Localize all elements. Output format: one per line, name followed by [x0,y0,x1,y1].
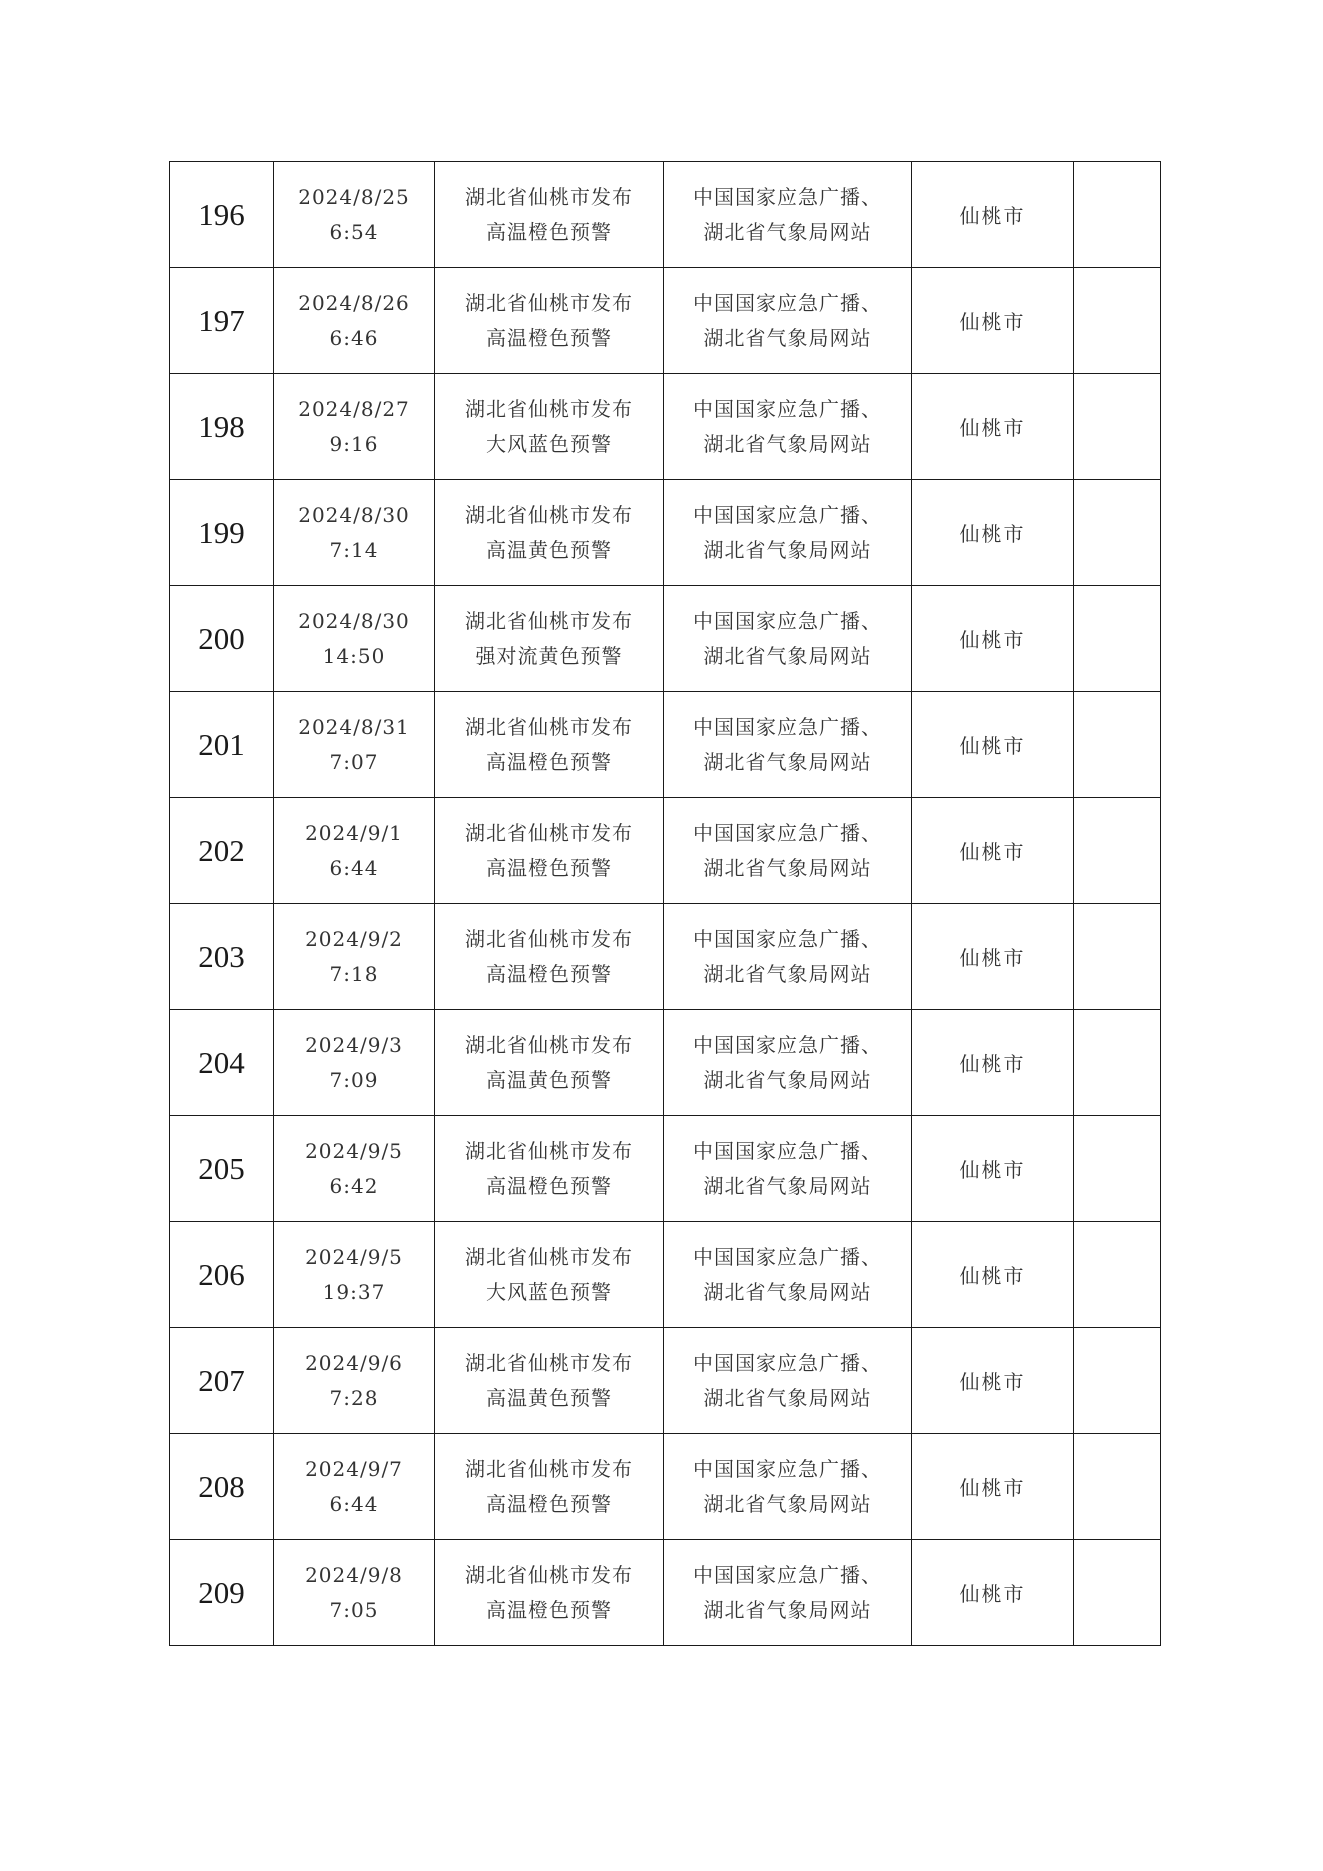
row-number: 202 [198,832,245,868]
area-name: 仙桃市 [959,946,1026,970]
table-row [170,1222,1161,1328]
area-name: 仙桃市 [959,1264,1026,1288]
area-cell [912,374,1074,480]
warning-title-line2: 强对流黄色预警 [475,643,623,668]
source-line1: 中国国家应急广播、 [693,820,882,845]
issue-time-cell [274,268,435,374]
issue-time: 6:46 [329,325,379,350]
issue-time: 7:05 [329,1597,379,1622]
source-line1: 中国国家应急广播、 [693,184,882,209]
table-row [170,162,1161,268]
source-cell [664,268,912,374]
area-name: 仙桃市 [959,1370,1026,1394]
area-name: 仙桃市 [959,1476,1026,1500]
area-name: 仙桃市 [959,840,1026,864]
issue-time-cell [274,904,435,1010]
row-number: 196 [198,196,245,232]
source-cell [664,480,912,586]
source-line1: 中国国家应急广播、 [693,714,882,739]
table-row [170,480,1161,586]
warning-title-line1: 湖北省仙桃市发布 [465,926,633,951]
source-line1: 中国国家应急广播、 [693,1562,882,1587]
note-cell [1074,480,1161,586]
issue-time-cell [274,1116,435,1222]
source-line2: 湖北省气象局网站 [703,855,872,880]
warning-title-line1: 湖北省仙桃市发布 [465,820,633,845]
source-cell [664,586,912,692]
warning-title-line2: 高温黄色预警 [486,1067,612,1092]
issue-date: 2024/8/27 [298,396,410,421]
note-cell [1074,1010,1161,1116]
issue-date: 2024/9/5 [305,1138,403,1163]
source-line2: 湖北省气象局网站 [703,1173,872,1198]
area-name: 仙桃市 [959,734,1026,758]
warning-title-line1: 湖北省仙桃市发布 [465,714,633,739]
row-number-cell [170,374,274,480]
row-number-cell [170,268,274,374]
issue-time: 7:07 [329,749,379,774]
note-cell [1074,374,1161,480]
area-name: 仙桃市 [959,310,1026,334]
row-number: 199 [198,514,245,550]
row-number: 209 [198,1574,245,1610]
issue-date: 2024/8/31 [298,714,410,739]
warning-title-cell [435,1328,664,1434]
warning-title-cell [435,1434,664,1540]
warning-title-cell [435,904,664,1010]
table-row [170,1010,1161,1116]
issue-date: 2024/9/2 [305,926,403,951]
warning-title-line2: 高温黄色预警 [486,537,612,562]
warning-title-line1: 湖北省仙桃市发布 [465,502,633,527]
area-name: 仙桃市 [959,1582,1026,1606]
warning-title-line2: 高温橙色预警 [486,219,612,244]
issue-time-cell [274,692,435,798]
area-name: 仙桃市 [959,416,1026,440]
table-row [170,374,1161,480]
area-cell [912,162,1074,268]
area-name: 仙桃市 [959,1052,1026,1076]
row-number-cell [170,798,274,904]
area-cell [912,1222,1074,1328]
warning-title-cell [435,162,664,268]
row-number-cell [170,904,274,1010]
table-row [170,692,1161,798]
warning-title-line2: 高温橙色预警 [486,855,612,880]
issue-time: 14:50 [322,643,386,668]
issue-time-cell [274,1328,435,1434]
area-name: 仙桃市 [959,628,1026,652]
table-row [170,586,1161,692]
issue-time: 7:28 [329,1385,379,1410]
issue-time-cell [274,1010,435,1116]
source-line1: 中国国家应急广播、 [693,608,882,633]
warning-title-line1: 湖北省仙桃市发布 [465,608,633,633]
table-row [170,798,1161,904]
note-cell [1074,268,1161,374]
warning-title-line2: 大风蓝色预警 [486,1279,612,1304]
warning-title-cell [435,586,664,692]
warning-title-cell [435,692,664,798]
issue-time: 6:44 [329,1491,379,1516]
warning-title-line1: 湖北省仙桃市发布 [465,1244,633,1269]
note-cell [1074,1222,1161,1328]
row-number-cell [170,1010,274,1116]
area-cell [912,1434,1074,1540]
warning-title-cell [435,480,664,586]
issue-time-cell [274,586,435,692]
issue-time-cell [274,1540,435,1646]
note-cell [1074,1328,1161,1434]
source-cell [664,1222,912,1328]
warning-title-line1: 湖北省仙桃市发布 [465,1032,633,1057]
row-number-cell [170,480,274,586]
row-number: 205 [198,1150,245,1186]
table-body [170,162,1161,1646]
table-row [170,1540,1161,1646]
warning-title-line2: 高温橙色预警 [486,1597,612,1622]
row-number-cell [170,1328,274,1434]
area-name: 仙桃市 [959,204,1026,228]
source-cell [664,374,912,480]
source-line2: 湖北省气象局网站 [703,537,872,562]
area-cell [912,692,1074,798]
note-cell [1074,1434,1161,1540]
warning-title-line1: 湖北省仙桃市发布 [465,290,633,315]
warning-title-line2: 高温黄色预警 [486,1385,612,1410]
issue-time-cell [274,480,435,586]
table-row [170,904,1161,1010]
warning-title-line1: 湖北省仙桃市发布 [465,396,633,421]
row-number-cell [170,1540,274,1646]
warning-title-line1: 湖北省仙桃市发布 [465,1138,633,1163]
area-cell [912,480,1074,586]
note-cell [1074,692,1161,798]
note-cell [1074,162,1161,268]
source-cell [664,1010,912,1116]
warning-title-cell [435,798,664,904]
area-cell [912,1328,1074,1434]
note-cell [1074,1540,1161,1646]
issue-time: 7:09 [329,1067,379,1092]
area-cell [912,904,1074,1010]
source-line1: 中国国家应急广播、 [693,396,882,421]
source-line2: 湖北省气象局网站 [703,749,872,774]
row-number: 206 [198,1256,245,1292]
row-number-cell [170,586,274,692]
warning-title-cell [435,374,664,480]
warning-title-cell [435,1222,664,1328]
table-row [170,268,1161,374]
row-number-cell [170,692,274,798]
source-line1: 中国国家应急广播、 [693,1032,882,1057]
source-line2: 湖北省气象局网站 [703,431,872,456]
issue-date: 2024/9/6 [305,1350,403,1375]
source-cell [664,904,912,1010]
warning-title-line2: 高温橙色预警 [486,1173,612,1198]
source-line1: 中国国家应急广播、 [693,290,882,315]
warning-records-table [169,161,1161,1646]
warning-title-line1: 湖北省仙桃市发布 [465,1456,633,1481]
source-line2: 湖北省气象局网站 [703,1597,872,1622]
row-number: 203 [198,938,245,974]
note-cell [1074,586,1161,692]
source-cell [664,1540,912,1646]
table-row [170,1328,1161,1434]
warning-title-cell [435,1116,664,1222]
table-row [170,1434,1161,1540]
issue-time: 6:54 [329,219,379,244]
source-cell [664,1116,912,1222]
source-line1: 中国国家应急广播、 [693,1350,882,1375]
row-number: 201 [198,726,245,762]
source-cell [664,798,912,904]
area-cell [912,268,1074,374]
issue-time: 9:16 [329,431,379,456]
note-cell [1074,1116,1161,1222]
issue-time-cell [274,798,435,904]
row-number: 198 [198,408,245,444]
note-cell [1074,904,1161,1010]
issue-date: 2024/8/26 [298,290,410,315]
table-row [170,1116,1161,1222]
warning-title-line1: 湖北省仙桃市发布 [465,1350,633,1375]
source-line2: 湖北省气象局网站 [703,961,872,986]
source-line2: 湖北省气象局网站 [703,1279,872,1304]
source-cell [664,692,912,798]
source-line1: 中国国家应急广播、 [693,1244,882,1269]
warning-title-cell [435,1010,664,1116]
issue-time-cell [274,1434,435,1540]
source-line1: 中国国家应急广播、 [693,1138,882,1163]
warning-title-line1: 湖北省仙桃市发布 [465,184,633,209]
warning-title-line1: 湖北省仙桃市发布 [465,1562,633,1587]
warning-title-line2: 高温橙色预警 [486,749,612,774]
source-line2: 湖北省气象局网站 [703,643,872,668]
row-number: 204 [198,1044,245,1080]
source-line1: 中国国家应急广播、 [693,926,882,951]
warning-title-line2: 大风蓝色预警 [486,431,612,456]
issue-time-cell [274,162,435,268]
issue-date: 2024/8/30 [298,502,410,527]
area-cell [912,798,1074,904]
row-number-cell [170,1434,274,1540]
area-cell [912,1010,1074,1116]
warning-title-cell [435,1540,664,1646]
issue-date: 2024/9/5 [305,1244,403,1269]
note-cell [1074,798,1161,904]
area-name: 仙桃市 [959,1158,1026,1182]
row-number-cell [170,162,274,268]
warning-title-line2: 高温橙色预警 [486,961,612,986]
issue-time: 6:44 [329,855,379,880]
row-number: 208 [198,1468,245,1504]
issue-time: 19:37 [322,1279,386,1304]
warning-title-line2: 高温橙色预警 [486,1491,612,1516]
issue-date: 2024/9/1 [305,820,403,845]
row-number-cell [170,1116,274,1222]
area-name: 仙桃市 [959,522,1026,546]
source-line2: 湖北省气象局网站 [703,325,872,350]
issue-date: 2024/8/25 [298,184,410,209]
warning-title-cell [435,268,664,374]
area-cell [912,586,1074,692]
source-line2: 湖北省气象局网站 [703,1067,872,1092]
issue-date: 2024/9/8 [305,1562,403,1587]
issue-time-cell [274,1222,435,1328]
row-number: 197 [198,302,245,338]
area-cell [912,1540,1074,1646]
row-number: 207 [198,1362,245,1398]
issue-date: 2024/9/3 [305,1032,403,1057]
source-line1: 中国国家应急广播、 [693,502,882,527]
issue-date: 2024/9/7 [305,1456,403,1481]
source-cell [664,1328,912,1434]
source-line2: 湖北省气象局网站 [703,219,872,244]
source-line1: 中国国家应急广播、 [693,1456,882,1481]
row-number: 200 [198,620,245,656]
area-cell [912,1116,1074,1222]
issue-time-cell [274,374,435,480]
warning-title-line2: 高温橙色预警 [486,325,612,350]
issue-time: 7:14 [329,537,379,562]
source-cell [664,162,912,268]
row-number-cell [170,1222,274,1328]
issue-date: 2024/8/30 [298,608,410,633]
source-cell [664,1434,912,1540]
issue-time: 6:42 [329,1173,379,1198]
source-line2: 湖北省气象局网站 [703,1491,872,1516]
source-line2: 湖北省气象局网站 [703,1385,872,1410]
issue-time: 7:18 [329,961,379,986]
